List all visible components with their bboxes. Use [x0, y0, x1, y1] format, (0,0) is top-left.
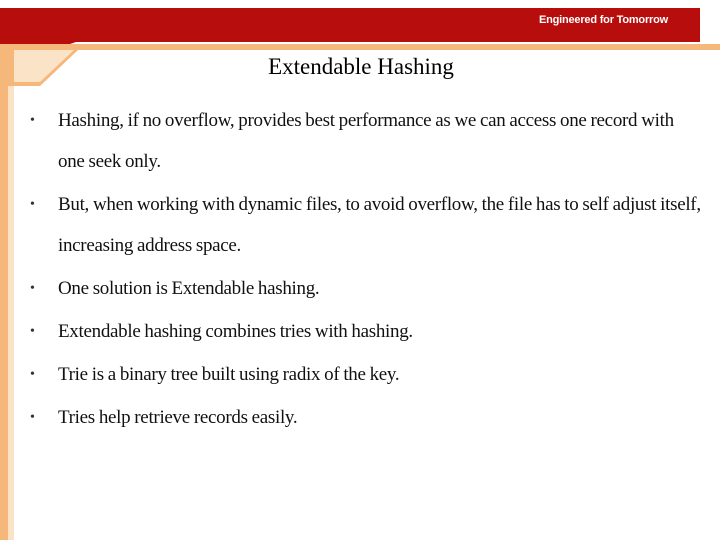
slide-title: Extendable Hashing	[268, 54, 454, 79]
bullet-dot: •	[30, 324, 35, 339]
bullet-text: Tries help retrieve records easily.	[58, 407, 298, 428]
bullet-dot: •	[30, 113, 35, 128]
bullet-dot: •	[30, 197, 35, 212]
bullet-item	[30, 100, 702, 182]
bullet-item	[30, 311, 702, 352]
bullet-item	[30, 184, 702, 266]
bullet-item	[30, 354, 702, 395]
bullet-text: Trie is a binary tree built using radix of the key.	[58, 364, 400, 385]
brand-tagline: Engineered for Tomorrow	[538, 14, 668, 26]
bullet-text: One solution is Extendable hashing.	[58, 278, 320, 299]
bullet-text: But, when working with dynamic files, to avoid overflow, the file has to self adjust itself, increasing address space.	[58, 194, 701, 256]
bullet-list	[30, 100, 702, 440]
bullet-dot: •	[30, 367, 35, 382]
bullet-text: Extendable hashing combines tries with hashing.	[58, 321, 413, 342]
bullet-dot: •	[30, 410, 35, 425]
bullet-item	[30, 397, 702, 438]
bullet-dot: •	[30, 281, 35, 296]
left-accent-stripe-shadow	[8, 40, 14, 540]
bullet-item	[30, 268, 702, 309]
bullet-text: Hashing, if no overflow, provides best performance as we can access one record with one seek only.	[58, 110, 674, 172]
left-accent-stripe	[0, 20, 8, 540]
